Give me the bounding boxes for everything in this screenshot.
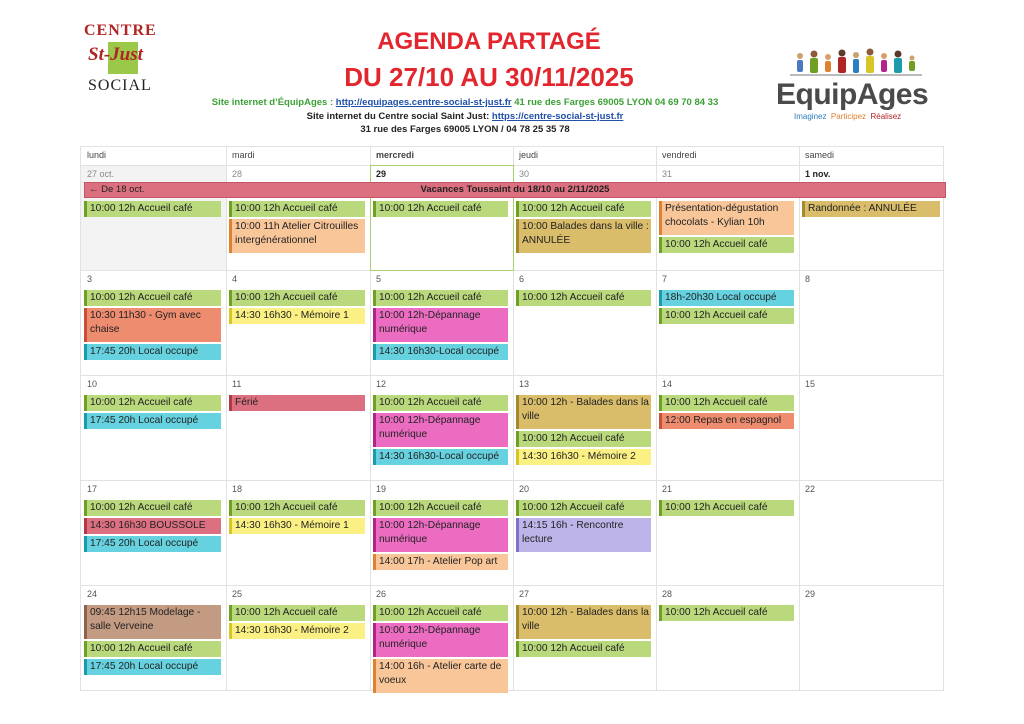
equipages-logo — [776, 44, 936, 124]
row-divider — [81, 585, 943, 586]
day-number[interactable]: 7 — [662, 274, 668, 284]
calendar-event[interactable]: 14:15 16h - Rencontre lecture — [516, 518, 651, 552]
banner-title: Vacances Toussaint du 18/10 au 2/11/2025 — [420, 184, 610, 195]
past-day-shade — [81, 165, 226, 270]
day-number[interactable]: 25 — [232, 589, 243, 599]
day-number[interactable]: 27 — [519, 589, 530, 599]
calendar-event[interactable]: 10:00 12h Accueil café — [373, 605, 508, 621]
calendar-event[interactable]: 10:00 12h Accueil café — [229, 500, 365, 516]
column-divider — [656, 147, 657, 690]
day-number[interactable]: 11 — [232, 379, 242, 389]
calendar-event[interactable]: 17:45 20h Local occupé — [84, 536, 221, 552]
calendar-event[interactable]: 10:00 12h-Dépannage numérique — [373, 413, 508, 447]
calendar-event[interactable]: 14:30 16h30 - Mémoire 1 — [229, 308, 365, 324]
calendar-event[interactable]: 10:00 12h Accueil café — [373, 201, 508, 217]
weekday-header: mercredi — [376, 150, 415, 160]
calendar-event[interactable]: 10:00 12h Accueil café — [84, 290, 221, 306]
weekday-header: lundi — [87, 150, 107, 160]
calendar-event[interactable]: 14:30 16h30 - Mémoire 1 — [229, 518, 365, 534]
calendar-event[interactable]: 10:00 12h Accueil café — [84, 500, 221, 516]
day-number[interactable]: 10 — [87, 379, 98, 389]
day-number[interactable]: 4 — [232, 274, 238, 284]
tagline-realisez: Réalisez — [870, 112, 902, 121]
weekday-header: mardi — [232, 150, 255, 160]
page-subtitle-dates: DU 27/10 AU 30/11/2025 — [344, 62, 634, 92]
calendar-event[interactable]: 10:00 12h-Dépannage numérique — [373, 518, 508, 552]
calendar-event[interactable]: 10:00 12h Accueil café — [659, 605, 794, 621]
weekday-header: vendredi — [662, 150, 697, 160]
day-number[interactable]: 17 — [87, 484, 98, 494]
calendar-event[interactable]: 10:00 12h - Balades dans la ville — [516, 395, 651, 429]
equipages-address: 41 rue des Farges 69005 LYON 04 69 70 84 33 — [514, 97, 719, 108]
calendar-event[interactable]: 17:45 20h Local occupé — [84, 344, 221, 360]
day-number[interactable]: 19 — [376, 484, 387, 494]
calendar-event[interactable]: 10:00 12h Accueil café — [84, 641, 221, 657]
people-illustration-icon — [786, 46, 926, 82]
equipages-tagline — [794, 112, 901, 121]
page-title: AGENDA PARTAGÉ — [377, 28, 601, 55]
day-number[interactable]: 28 — [232, 169, 243, 179]
centre-social-address: 31 rue des Farges 69005 LYON / 04 78 25 35 78 — [360, 124, 570, 135]
weekday-header: samedi — [805, 150, 835, 160]
calendar-event[interactable]: Férié — [229, 395, 365, 411]
day-number[interactable]: 13 — [519, 379, 530, 389]
banner-continuation-label: ← De 18 oct. — [89, 184, 145, 195]
banner-start-date: De 18 oct. — [101, 184, 145, 195]
logo-line-stjust: St-Just — [88, 44, 143, 65]
day-number[interactable]: 15 — [805, 379, 816, 389]
calendar-event[interactable]: 10:00 12h Accueil café — [659, 395, 794, 411]
calendar-event[interactable]: 14:30 16h30 - Mémoire 2 — [229, 623, 365, 639]
calendar-event[interactable]: 10:00 12h Accueil café — [516, 290, 651, 306]
calendar-event[interactable]: 12:00 Repas en espagnol — [659, 413, 794, 429]
day-number[interactable]: 26 — [376, 589, 387, 599]
calendar-event[interactable]: 10:00 12h Accueil café — [84, 395, 221, 411]
calendar-event[interactable]: 10:00 12h-Dépannage numérique — [373, 308, 508, 342]
tagline-imaginez: Imaginez — [794, 112, 827, 121]
centre-social-info-prefix: Site internet du Centre social Saint Just: — [306, 111, 490, 122]
calendar-event[interactable]: 14:30 16h30-Local occupé — [373, 344, 508, 360]
day-number[interactable]: 29 — [376, 169, 387, 179]
day-number[interactable]: 14 — [662, 379, 673, 389]
day-number[interactable]: 28 — [662, 589, 673, 599]
equipages-logo-text: EquipAges — [776, 78, 929, 111]
day-number[interactable]: 1 nov. — [805, 169, 831, 179]
day-number[interactable]: 20 — [519, 484, 530, 494]
day-number[interactable]: 29 — [805, 589, 816, 599]
calendar-grid — [80, 146, 944, 691]
day-number[interactable]: 24 — [87, 589, 98, 599]
equipages-website-link[interactable]: http://equipages.centre-social-st-just.fr — [335, 97, 512, 108]
calendar-event[interactable]: 10:00 12h Accueil café — [373, 500, 508, 516]
calendar-event[interactable]: 10:00 12h Accueil café — [659, 237, 794, 253]
row-divider — [81, 480, 943, 481]
holiday-banner[interactable] — [84, 182, 946, 198]
column-divider — [226, 147, 227, 690]
calendar-event[interactable]: 14:30 16h30-Local occupé — [373, 449, 508, 465]
weekday-header: jeudi — [519, 150, 539, 160]
tagline-participez: Participez — [830, 112, 867, 121]
calendar-event[interactable]: 14:00 16h - Atelier carte de voeux — [373, 659, 508, 693]
day-number[interactable]: 12 — [376, 379, 387, 389]
day-number[interactable]: 22 — [805, 484, 816, 494]
calendar-event[interactable]: 10:00 12h Accueil café — [659, 308, 794, 324]
day-number[interactable]: 31 — [662, 169, 673, 179]
column-divider — [799, 147, 800, 690]
day-number[interactable]: 6 — [519, 274, 525, 284]
calendar-event[interactable]: 14:00 17h - Atelier Pop art — [373, 554, 508, 570]
today-outline — [370, 165, 514, 271]
calendar-event[interactable]: 10:00 12h Accueil café — [516, 201, 651, 217]
calendar-event[interactable]: 10:00 12h Accueil café — [516, 641, 651, 657]
day-number[interactable]: 18 — [232, 484, 243, 494]
calendar-event[interactable]: 10:00 12h Accueil café — [229, 201, 365, 217]
calendar-event[interactable]: 14:30 16h30 BOUSSOLE — [84, 518, 221, 534]
day-number[interactable]: 8 — [805, 274, 811, 284]
calendar-event[interactable]: 14:30 16h30 - Mémoire 2 — [516, 449, 651, 465]
logo-line-centre: CENTRE — [84, 22, 157, 39]
calendar-event[interactable]: 17:45 20h Local occupé — [84, 659, 221, 675]
calendar-event[interactable]: 10:00 11h Atelier Citrouilles intergénérationnel — [229, 219, 365, 253]
calendar-event[interactable]: 10:00 Balades dans la ville : ANNULÉE — [516, 219, 651, 253]
calendar-event[interactable]: 10:00 12h Accueil café — [373, 290, 508, 306]
calendar-event[interactable]: 10:00 12h Accueil café — [516, 431, 651, 447]
calendar-event[interactable]: 18h-20h30 Local occupé — [659, 290, 794, 306]
logo-line-social: SOCIAL — [88, 77, 152, 94]
day-number[interactable]: 30 — [519, 169, 530, 179]
calendar-event[interactable]: 10:00 12h Accueil café — [229, 290, 365, 306]
day-number[interactable]: 5 — [376, 274, 382, 284]
calendar-event[interactable]: 10:00 12h Accueil café — [516, 500, 651, 516]
calendar-event[interactable]: 10:30 11h30 - Gym avec chaise — [84, 308, 221, 342]
calendar-event[interactable]: 10:00 12h Accueil café — [229, 605, 365, 621]
calendar-event[interactable]: 10:00 12h-Dépannage numérique — [373, 623, 508, 657]
day-number[interactable]: 21 — [662, 484, 673, 494]
calendar-event[interactable]: 10:00 12h - Balades dans la ville — [516, 605, 651, 639]
day-number[interactable]: 3 — [87, 274, 93, 284]
day-number[interactable]: 27 oct. — [87, 169, 115, 179]
equipages-info-prefix: Site internet d’ÉquipAges : — [211, 97, 334, 108]
row-divider — [81, 375, 943, 376]
calendar-event[interactable]: 17:45 20h Local occupé — [84, 413, 221, 429]
calendar-event[interactable]: 10:00 12h Accueil café — [373, 395, 508, 411]
calendar-event[interactable]: 09:45 12h15 Modelage - salle Verveine — [84, 605, 221, 639]
calendar-event[interactable]: 10:00 12h Accueil café — [84, 201, 221, 217]
calendar-event[interactable]: Randonnée : ANNULÉE — [802, 201, 940, 217]
calendar-event[interactable]: Présentation-dégustation chocolats - Kylian 10h — [659, 201, 794, 235]
calendar-event[interactable]: 10:00 12h Accueil café — [659, 500, 794, 516]
centre-social-website-link[interactable]: https://centre-social-st-just.fr — [491, 111, 624, 122]
